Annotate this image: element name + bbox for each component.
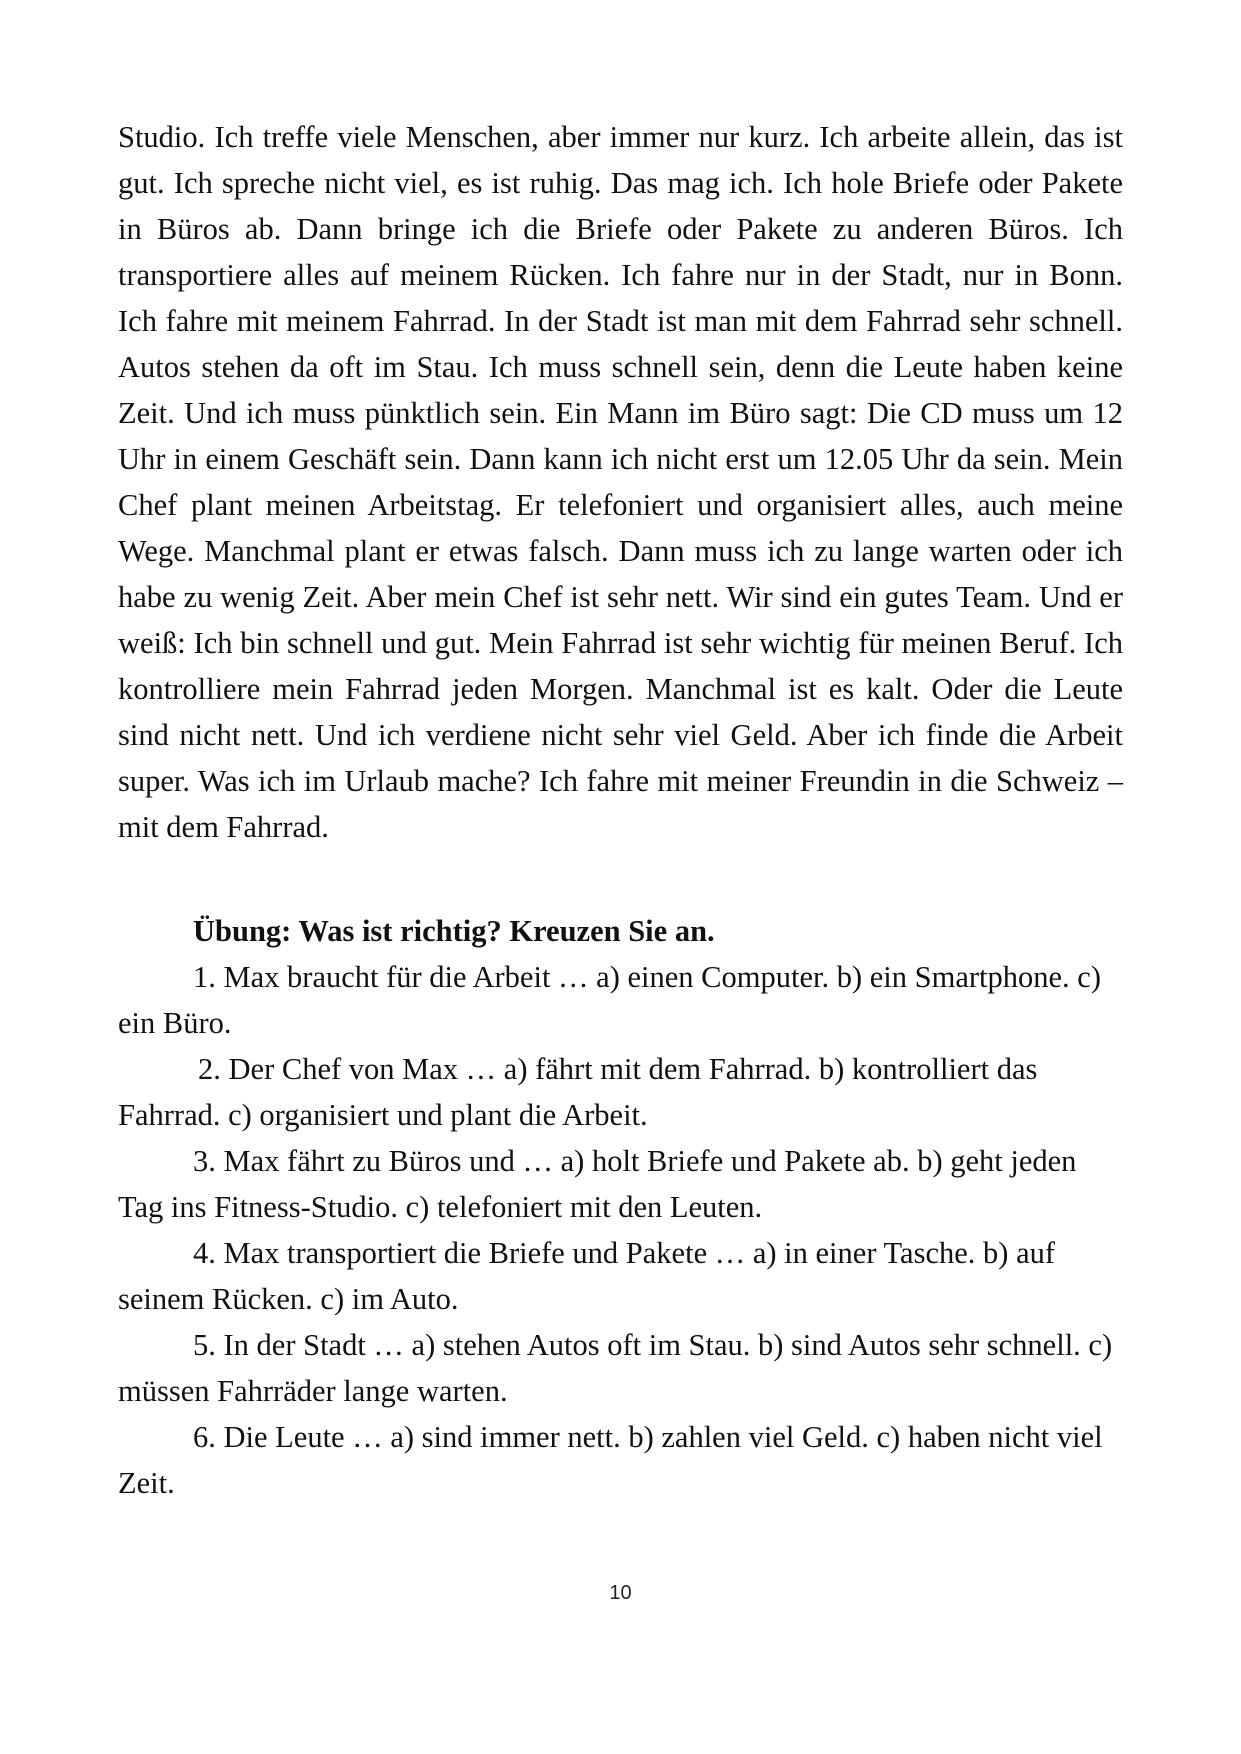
page-content bbox=[118, 114, 1123, 1506]
question-2: 2. Der Chef von Max … a) fährt mit dem Fahrrad. b) kontrolliert das Fahrrad. c) organisiert und plant die Arbeit. bbox=[118, 1052, 1038, 1132]
reading-passage: Studio. Ich treffe viele Menschen, aber immer nur kurz. Ich arbeite allein, das ist gut. Ich spreche nicht viel, es ist ruhig. Das mag ich. Ich hole Briefe oder Pakete in Büros ab. Dann bringe ich die Briefe oder Pakete zu anderen Büros. Ich transportiere alles auf meinem Rücken. Ich fahre nur in der Stadt, nur in Bonn. Ich fahre mit meinem Fahrrad. In der Stadt ist man mit dem Fahrrad sehr schnell. Autos stehen da oft im Stau. Ich muss schnell sein, denn die Leute haben keine Zeit. Und ich muss pünktlich sein. Ein Mann im Büro sagt: Die CD muss um 12 Uhr in einem Geschäft sein. Dann kann ich nicht erst um 12.05 Uhr da sein. Mein Chef plant meinen Arbeitstag. Er telefoniert und organisiert alles, auch meine Wege. Manchmal plant er etwas falsch. Dann muss ich zu lange warten oder ich habe zu wenig Zeit. Aber mein Chef ist sehr nett. Wir sind ein gutes Team. Und er weiß: Ich bin schnell und gut. Mein Fahrrad ist sehr wichtig für meinen Beruf. Ich kontrolliere mein Fahrrad jeden Morgen. Manchmal ist es kalt. Oder die Leute sind nicht nett. Und ich verdiene nicht sehr viel Geld. Aber ich finde die Arbeit super. Was ich im Urlaub mache? Ich fahre mit meiner Freundin in die Schweiz – mit dem Fahrrad. bbox=[118, 120, 1123, 844]
page-number: 10 bbox=[609, 1582, 632, 1604]
question-5: 5. In der Stadt … a) stehen Autos oft im Stau. b) sind Autos sehr schnell. c) müssen Fahrräder lange warten. bbox=[118, 1328, 1113, 1408]
question-1: 1. Max braucht für die Arbeit … a) einen Computer. b) ein Smartphone. c) ein Büro. bbox=[118, 960, 1101, 1040]
question-6: 6. Die Leute … a) sind immer nett. b) zahlen viel Geld. c) haben nicht viel Zeit. bbox=[118, 1420, 1103, 1500]
exercise-heading: Übung: Was ist richtig? Kreuzen Sie an. bbox=[193, 914, 715, 948]
question-3: 3. Max fährt zu Büros und … a) holt Briefe und Pakete ab. b) geht jeden Tag ins Fitness-Studio. c) telefoniert mit den Leuten. bbox=[118, 1144, 1077, 1224]
question-4: 4. Max transportiert die Briefe und Pakete … a) in einer Tasche. b) auf seinem Rücken. c) im Auto. bbox=[118, 1236, 1056, 1316]
